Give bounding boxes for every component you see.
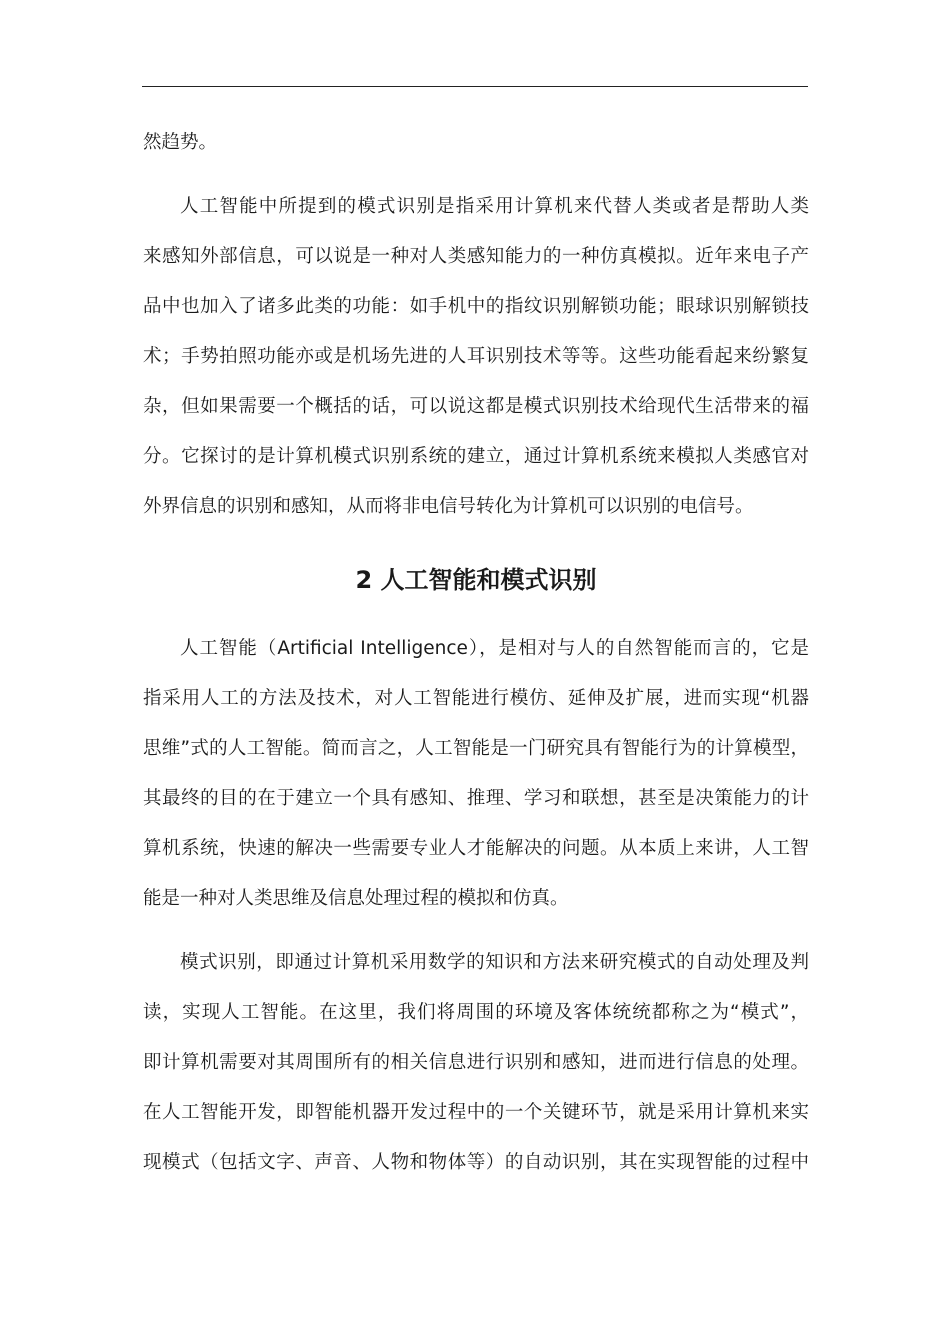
text-line: 读，实现人工智能。在这里，我们将周围的环境及客体统统都称之为“模式”， — [143, 1002, 809, 1023]
paragraph-pattern-recognition-definition — [143, 938, 809, 1188]
text-line: 模式识别，即通过计算机采用数学的知识和方法来研究模式的自动处理及判 — [180, 952, 809, 973]
text-line: 在人工智能开发，即智能机器开发过程中的一个关键环节，就是采用计算机来实 — [143, 1102, 809, 1123]
text-line: 思维”式的人工智能。简而言之，人工智能是一门研究具有智能行为的计算模型， — [143, 738, 809, 759]
text-line: 术；手势拍照功能亦或是机场先进的人耳识别技术等等。这些功能看起来纷繁复 — [143, 346, 809, 367]
paragraph-pattern-recognition-intro — [143, 182, 809, 532]
text-line: 来感知外部信息，可以说是一种对人类感知能力的一种仿真模拟。近年来电子产 — [143, 246, 809, 267]
text-line: 指采用人工的方法及技术，对人工智能进行模仿、延伸及扩展，进而实现“机器 — [143, 688, 809, 709]
text-line: 算机系统，快速的解决一些需要专业人才能解决的问题。从本质上来讲，人工智 — [143, 838, 809, 859]
text-line: 然趋势。 — [143, 132, 218, 153]
text-line: 其最终的目的在于建立一个具有感知、推理、学习和联想，甚至是决策能力的计 — [143, 788, 809, 809]
text-line: 人工智能（Artificial Intelligence），是相对与人的自然智能而言的，它是 — [180, 638, 809, 659]
text-line: 杂，但如果需要一个概括的话，可以说这都是模式识别技术给现代生活带来的福 — [143, 396, 809, 417]
paragraph-continuation — [143, 118, 809, 168]
document-body — [143, 118, 809, 1188]
section-heading: 2 人工智能和模式识别 — [355, 566, 597, 594]
text-line: 人工智能中所提到的模式识别是指采用计算机来代替人类或者是帮助人类 — [180, 196, 809, 217]
text-line: 能是一种对人类思维及信息处理过程的模拟和仿真。 — [143, 888, 569, 909]
text-line: 品中也加入了诸多此类的功能：如手机中的指纹识别解锁功能；眼球识别解锁技 — [143, 296, 809, 317]
paragraph-ai-definition — [143, 624, 809, 924]
text-line: 分。它探讨的是计算机模式识别系统的建立，通过计算机系统来模拟人类感官对 — [143, 446, 809, 467]
text-line: 现模式（包括文字、声音、人物和物体等）的自动识别，其在实现智能的过程中 — [143, 1152, 809, 1173]
header-rule — [142, 86, 808, 87]
text-line: 即计算机需要对其周围所有的相关信息进行识别和感知，进而进行信息的处理。 — [143, 1052, 809, 1073]
text-line: 外界信息的识别和感知，从而将非电信号转化为计算机可以识别的电信号。 — [143, 496, 754, 517]
